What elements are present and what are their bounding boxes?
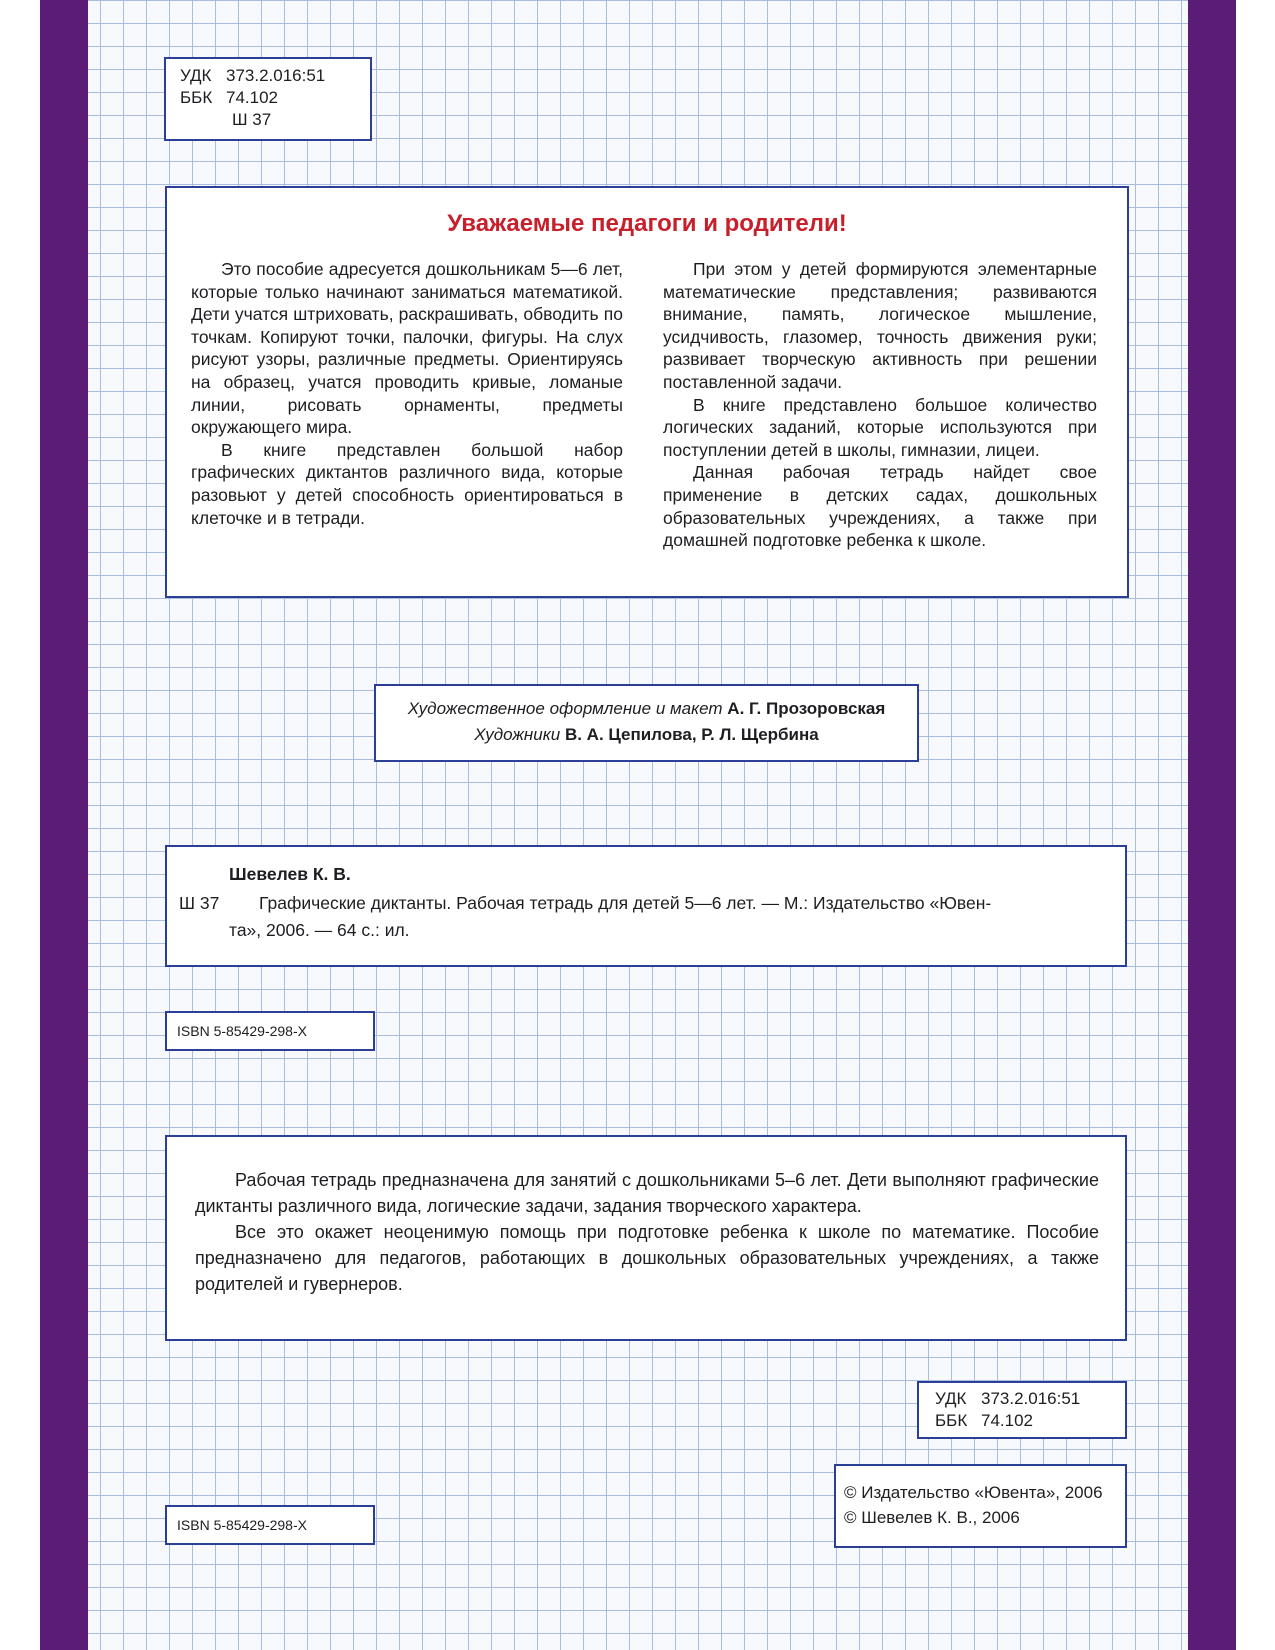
udk-value: 373.2.016:51	[981, 1389, 1081, 1408]
isbn-text: ISBN 5-85429-298-X	[177, 1023, 307, 1039]
appeal-right-paragraph: При этом у детей формируются элементарные математические представления; развиваются внимание, память, логическое мышление, усидчивость, глазомер, точность движения руки; развивает творческую активность при решении поставленной задачи.	[663, 259, 1097, 392]
design-label: Художественное оформление и макет	[407, 699, 723, 718]
annotation-paragraph: Все это окажет неоценимую помощь при подготовке ребенка к школе по математике. Пособие предназначено для педагогов, работающих в дошкольных образовательных учреждениях, а также родителей и гувернеров.	[195, 1222, 1099, 1294]
author-mark: Ш 37	[232, 110, 272, 129]
bbk-value: 74.102	[981, 1411, 1033, 1430]
bbk-label: ББК	[935, 1411, 968, 1430]
isbn-text: ISBN 5-85429-298-X	[177, 1517, 307, 1533]
appeal-right-paragraph: В книге представлено большое количество логических заданий, которые используются при поступлении детей в школы, гимназии, лицеи.	[663, 394, 1097, 460]
spine-left	[40, 0, 88, 1650]
bbk-value: 74.102	[226, 88, 278, 107]
credits-box	[374, 684, 919, 762]
annotation-box	[165, 1135, 1127, 1341]
copyright-line: © Издательство «Ювента», 2006	[844, 1483, 1103, 1502]
appeal-box	[165, 186, 1129, 598]
annotation-paragraph: Рабочая тетрадь предназначена для занятий с дошкольниками 5–6 лет. Дети выполняют графические диктанты различного вида, логические задачи, задания творческого характера.	[195, 1170, 1099, 1216]
appeal-left-column	[191, 258, 623, 529]
bbk-label: ББК	[180, 88, 213, 107]
classification-box-bottom	[917, 1381, 1127, 1439]
artists-names: В. А. Цепилова, Р. Л. Щербина	[564, 725, 819, 744]
udk-value: 373.2.016:51	[226, 66, 326, 85]
isbn-box-top	[165, 1011, 375, 1051]
bibliographic-mark: Ш 37	[179, 893, 220, 913]
design-credit	[376, 696, 917, 722]
artists-label: Художники	[474, 725, 561, 744]
spine-right	[1188, 0, 1236, 1650]
appeal-left-paragraph: Это пособие адресуется дошкольникам 5—6 лет, которые только начинают заниматься математикой. Дети учатся штриховать, раскрашивать, обводить по точкам. Копируют точки, палочки, фигуры. На слух рисуют узоры, различные предметы. Ориентируясь на образец, учатся проводить кривые, ломаные линии, рисовать орнаменты, предметы окружающего мира.	[191, 259, 623, 438]
artists-credit	[376, 722, 917, 748]
author-name: Шевелев К. В.	[229, 864, 351, 884]
udk-label: УДК	[180, 66, 212, 85]
udk-label: УДК	[935, 1389, 967, 1408]
design-name: А. Г. Прозоровская	[727, 699, 886, 718]
classification-box-top	[164, 57, 372, 141]
bibliographic-box	[165, 845, 1127, 967]
isbn-box-bottom	[165, 1505, 375, 1545]
copyright-line: © Шевелев К. В., 2006	[844, 1508, 1020, 1527]
appeal-left-paragraph: В книге представлен большой набор графических диктантов различного вида, которые разовьют у детей способность ориентироваться в клеточке и в тетради.	[191, 439, 623, 528]
appeal-title: Уважаемые педагоги и родители!	[447, 210, 847, 237]
appeal-right-column	[663, 258, 1097, 552]
copyright-box	[834, 1464, 1127, 1548]
bibliographic-description-line: Графические диктанты. Рабочая тетрадь для детей 5—6 лет. — М.: Издательство «Ювен-	[259, 893, 992, 913]
bibliographic-description-line: та», 2006. — 64 с.: ил.	[229, 920, 410, 940]
appeal-right-paragraph: Данная рабочая тетрадь найдет свое применение в детских садах, дошкольных образовательных учреждениях, а также при домашней подготовке ребенка к школе.	[663, 462, 1097, 551]
